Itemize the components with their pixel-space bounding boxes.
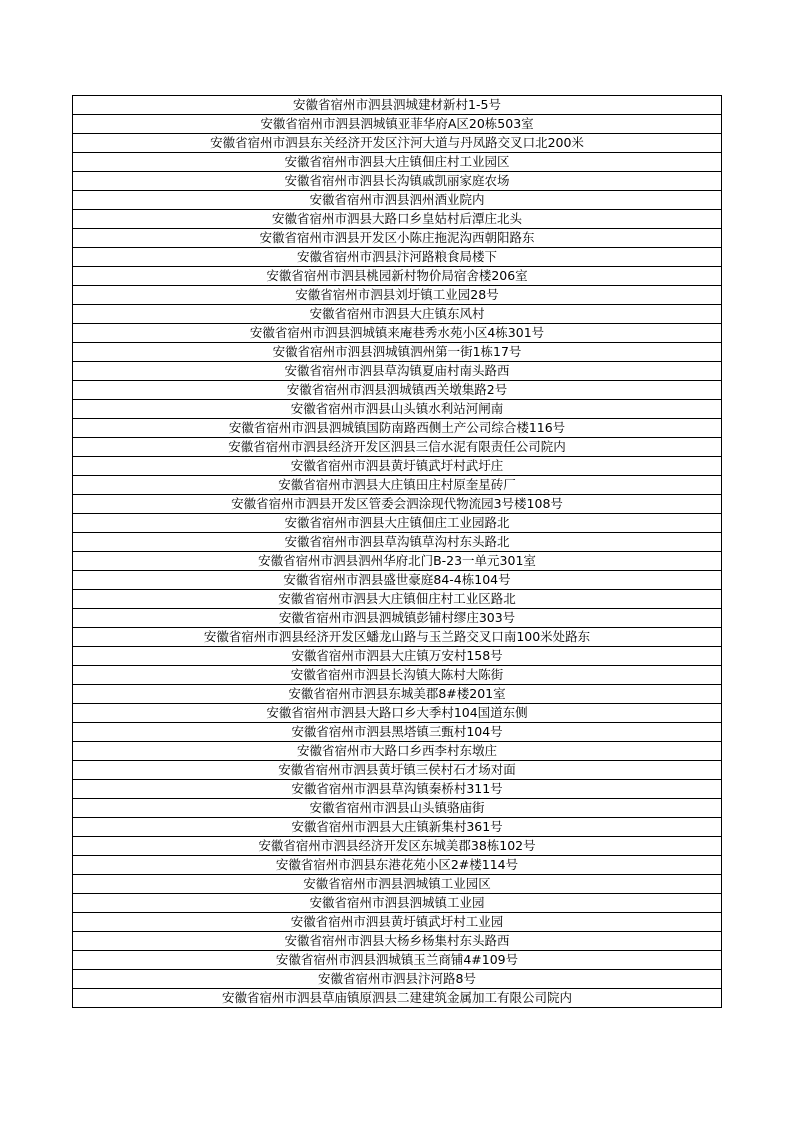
address-cell: 安徽省宿州市泗县长沟镇戚凯丽家庭农场 [73, 172, 722, 191]
address-cell: 安徽省宿州市泗县泗城镇来庵巷秀水苑小区4栋301号 [73, 324, 722, 343]
table-row [73, 286, 722, 305]
address-cell: 安徽省宿州市泗县草庙镇原泗县二建建筑金属加工有限公司院内 [73, 989, 722, 1008]
table-row [73, 457, 722, 476]
address-cell: 安徽省宿州市泗县大路口乡皇姑村后潭庄北头 [73, 210, 722, 229]
address-cell: 安徽省宿州市泗县汴河路8号 [73, 970, 722, 989]
table-row [73, 438, 722, 457]
table-row [73, 552, 722, 571]
address-cell: 安徽省宿州市泗县泗城镇泗州第一街1栋17号 [73, 343, 722, 362]
table-row [73, 381, 722, 400]
table-row [73, 818, 722, 837]
table-row [73, 875, 722, 894]
address-cell: 安徽省宿州市泗县桃园新村物价局宿舍楼206室 [73, 267, 722, 286]
address-cell: 安徽省宿州市泗县泗城镇彭铺村缪庄303号 [73, 609, 722, 628]
address-cell: 安徽省宿州市泗县经济开发区蟠龙山路与玉兰路交叉口南100米处路东 [73, 628, 722, 647]
table-row [73, 476, 722, 495]
address-cell: 安徽省宿州市泗县山头镇水利站河闸南 [73, 400, 722, 419]
address-cell: 安徽省宿州市泗县黑塔镇三甄村104号 [73, 723, 722, 742]
address-cell: 安徽省宿州市泗县泗城镇工业园 [73, 894, 722, 913]
address-cell: 安徽省宿州市泗县泗州华府北门B-23一单元301室 [73, 552, 722, 571]
address-cell: 安徽省宿州市泗县草沟镇秦桥村311号 [73, 780, 722, 799]
address-cell: 安徽省宿州市泗县大庄镇佃庄工业园路北 [73, 514, 722, 533]
table-row [73, 229, 722, 248]
table-row [73, 932, 722, 951]
table-row [73, 647, 722, 666]
address-cell: 安徽省宿州市泗县开发区管委会泗涂现代物流园3号楼108号 [73, 495, 722, 514]
address-cell: 安徽省宿州市大路口乡西李村东墩庄 [73, 742, 722, 761]
table-row [73, 685, 722, 704]
table-row [73, 172, 722, 191]
address-cell: 安徽省宿州市泗县泗城镇玉兰商铺4#109号 [73, 951, 722, 970]
table-row [73, 951, 722, 970]
table-row [73, 989, 722, 1008]
address-cell: 安徽省宿州市泗县长沟镇大陈村大陈街 [73, 666, 722, 685]
table-row [73, 666, 722, 685]
address-cell: 安徽省宿州市泗县经济开发区东城美郡38栋102号 [73, 837, 722, 856]
address-cell: 安徽省宿州市泗县东港花苑小区2#楼114号 [73, 856, 722, 875]
address-cell: 安徽省宿州市泗县东关经济开发区汴河大道与丹凤路交叉口北200米 [73, 134, 722, 153]
table-row [73, 704, 722, 723]
table-row [73, 210, 722, 229]
table-row [73, 628, 722, 647]
table-row [73, 495, 722, 514]
address-cell: 安徽省宿州市泗县黄圩镇武圩村武圩庄 [73, 457, 722, 476]
address-cell: 安徽省宿州市泗县大庄镇东风村 [73, 305, 722, 324]
table-row [73, 514, 722, 533]
address-cell: 安徽省宿州市泗县汴河路粮食局楼下 [73, 248, 722, 267]
table-row [73, 419, 722, 438]
address-cell: 安徽省宿州市泗县泗城镇亚菲华府A区20栋503室 [73, 115, 722, 134]
address-cell: 安徽省宿州市泗县东城美郡8#楼201室 [73, 685, 722, 704]
table-row [73, 742, 722, 761]
table-row [73, 400, 722, 419]
table-row [73, 362, 722, 381]
table-row [73, 267, 722, 286]
table-row [73, 590, 722, 609]
table-row [73, 191, 722, 210]
table-row [73, 115, 722, 134]
address-cell: 安徽省宿州市泗县草沟镇草沟村东头路北 [73, 533, 722, 552]
address-cell: 安徽省宿州市泗县大路口乡大季村104国道东侧 [73, 704, 722, 723]
address-cell: 安徽省宿州市泗县刘圩镇工业园28号 [73, 286, 722, 305]
address-cell: 安徽省宿州市泗县泗州酒业院内 [73, 191, 722, 210]
address-cell: 安徽省宿州市泗县草沟镇夏庙村南头路西 [73, 362, 722, 381]
address-cell: 安徽省宿州市泗县山头镇骆庙街 [73, 799, 722, 818]
address-cell: 安徽省宿州市泗县大庄镇佃庄村工业园区 [73, 153, 722, 172]
table-row [73, 970, 722, 989]
address-cell: 安徽省宿州市泗县盛世豪庭84-4栋104号 [73, 571, 722, 590]
address-cell: 安徽省宿州市泗县大庄镇新集村361号 [73, 818, 722, 837]
address-table-body [73, 96, 722, 1008]
table-row [73, 134, 722, 153]
table-row [73, 913, 722, 932]
address-cell: 安徽省宿州市泗县泗城镇西关墩集路2号 [73, 381, 722, 400]
table-row [73, 96, 722, 115]
table-row [73, 780, 722, 799]
table-row [73, 761, 722, 780]
table-row [73, 799, 722, 818]
address-cell: 安徽省宿州市泗县开发区小陈庄拖泥沟西朝阳路东 [73, 229, 722, 248]
address-cell: 安徽省宿州市泗县经济开发区泗县三信水泥有限责任公司院内 [73, 438, 722, 457]
table-row [73, 837, 722, 856]
address-cell: 安徽省宿州市泗县大杨乡杨集村东头路西 [73, 932, 722, 951]
address-table [72, 95, 722, 1008]
table-row [73, 248, 722, 267]
table-row [73, 153, 722, 172]
address-cell: 安徽省宿州市泗县黄圩镇三侯村石才场对面 [73, 761, 722, 780]
address-cell: 安徽省宿州市泗县泗城镇工业园区 [73, 875, 722, 894]
address-cell: 安徽省宿州市泗县大庄镇佃庄村工业区路北 [73, 590, 722, 609]
table-row [73, 723, 722, 742]
table-row [73, 894, 722, 913]
address-cell: 安徽省宿州市泗县黄圩镇武圩村工业园 [73, 913, 722, 932]
address-cell: 安徽省宿州市泗县泗城建材新村1-5号 [73, 96, 722, 115]
address-cell: 安徽省宿州市泗县大庄镇万安村158号 [73, 647, 722, 666]
table-row [73, 571, 722, 590]
address-cell: 安徽省宿州市泗县大庄镇田庄村原奎星砖厂 [73, 476, 722, 495]
table-row [73, 343, 722, 362]
table-row [73, 609, 722, 628]
table-row [73, 305, 722, 324]
address-cell: 安徽省宿州市泗县泗城镇国防南路西侧土产公司综合楼116号 [73, 419, 722, 438]
table-row [73, 856, 722, 875]
table-row [73, 533, 722, 552]
table-row [73, 324, 722, 343]
